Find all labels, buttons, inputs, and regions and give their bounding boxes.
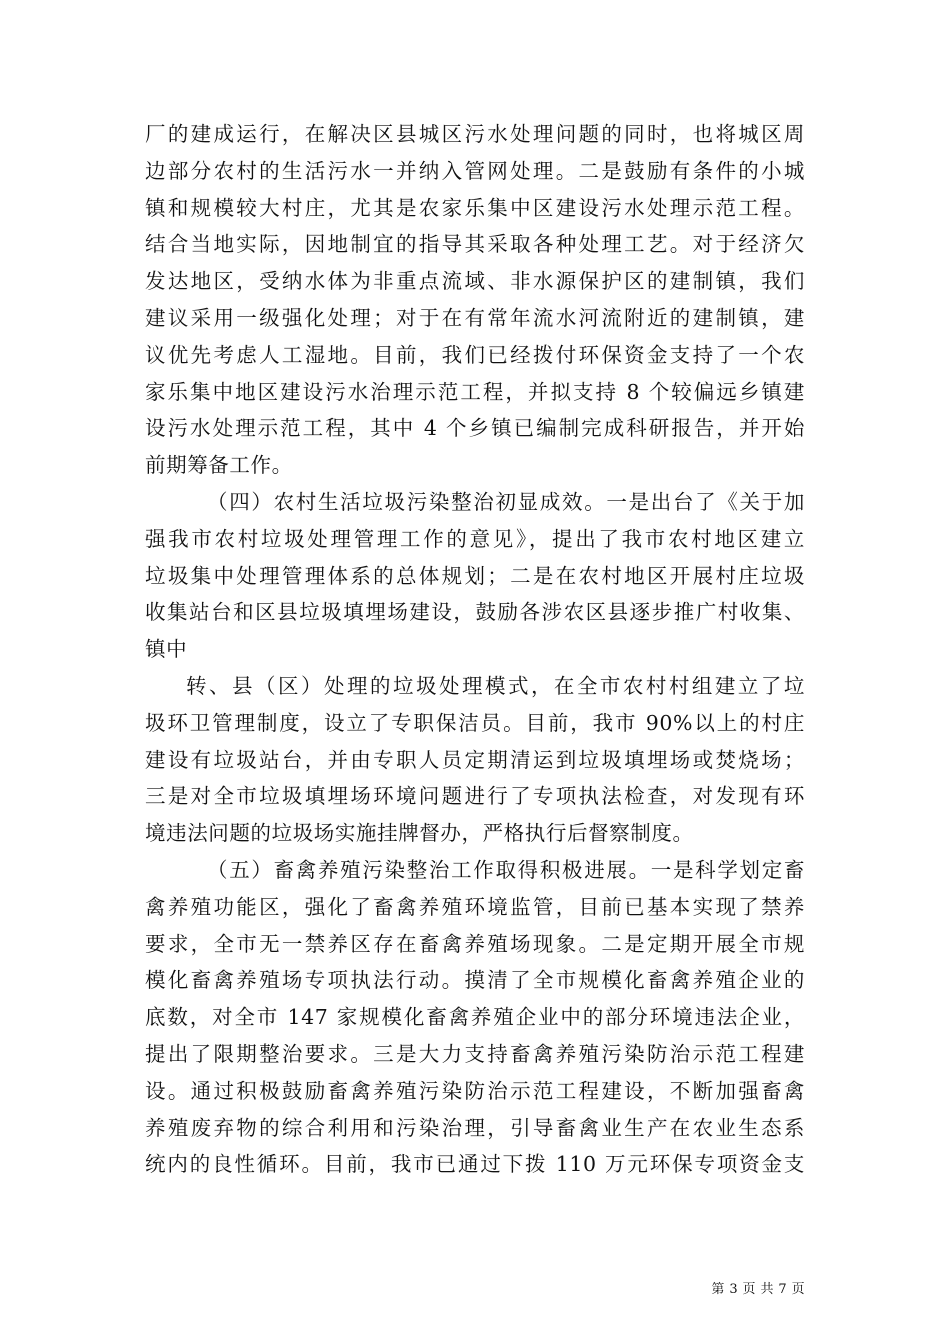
body-line: 建议采用一级强化处理；对于在有常年流水河流附近的建制镇，建 bbox=[145, 305, 805, 330]
body-line: 转、县（区）处理的垃圾处理模式，在全市农村村组建立了垃 bbox=[186, 673, 805, 698]
section-heading-line: （五）畜禽养殖污染整治工作取得积极进展。一是科学划定畜 bbox=[207, 857, 805, 882]
body-line: 镇和规模较大村庄，尤其是农家乐集中区建设污水处理示范工程。 bbox=[145, 195, 805, 220]
body-line: 结合当地实际，因地制宜的指导其采取各种处理工艺。对于经济欠 bbox=[145, 232, 805, 257]
body-line: 禽养殖功能区，强化了畜禽养殖环境监管，目前已基本实现了禁养 bbox=[145, 894, 805, 919]
section-heading-line: （四）农村生活垃圾污染整治初显成效。一是出台了《关于加 bbox=[207, 489, 805, 514]
body-line: 收集站台和区县垃圾填埋场建设，鼓励各涉农区县逐步推广村收集、 bbox=[145, 600, 805, 625]
body-line: 提出了限期整治要求。三是大力支持畜禽养殖污染防治示范工程建 bbox=[145, 1041, 805, 1066]
page-number: 第 3 页 共 7 页 bbox=[711, 1282, 805, 1297]
body-line: 前期筹备工作。 bbox=[145, 453, 293, 478]
body-line: 底数，对全市 147 家规模化畜禽养殖企业中的部分环境违法企业， bbox=[145, 1005, 805, 1030]
body-line: 家乐集中地区建设污水治理示范工程，并拟支持 8 个较偏远乡镇建 bbox=[145, 379, 805, 404]
body-line: 厂的建成运行，在解决区县城区污水处理问题的同时，也将城区周 bbox=[145, 122, 805, 146]
body-line: 边部分农村的生活污水一并纳入管网处理。二是鼓励有条件的小城 bbox=[145, 158, 805, 183]
body-line: 设。通过积极鼓励畜禽养殖污染防治示范工程建设，不断加强畜禽 bbox=[145, 1078, 805, 1103]
body-line: 垃圾集中处理管理体系的总体规划；二是在农村地区开展村庄垃圾 bbox=[145, 563, 805, 588]
body-line: 圾环卫管理制度，设立了专职保洁员。目前，我市 90%以上的村庄 bbox=[145, 710, 805, 735]
document-body bbox=[145, 116, 805, 1183]
body-line: 模化畜禽养殖场专项执法行动。摸清了全市规模化畜禽养殖企业的 bbox=[145, 968, 805, 993]
body-line: 要求，全市无一禁养区存在畜禽养殖场现象。二是定期开展全市规 bbox=[145, 931, 805, 956]
body-line: 统内的良性循环。目前，我市已通过下拨 110 万元环保专项资金支 bbox=[145, 1152, 805, 1177]
body-line: 境违法问题的垃圾场实施挂牌督办，严格执行后督察制度。 bbox=[145, 821, 694, 846]
body-line: 三是对全市垃圾填埋场环境问题进行了专项执法检查，对发现有环 bbox=[145, 784, 805, 809]
body-line: 议优先考虑人工湿地。目前，我们已经拨付环保资金支持了一个农 bbox=[145, 342, 805, 367]
body-line: 发达地区，受纳水体为非重点流域、非水源保护区的建制镇，我们 bbox=[145, 269, 805, 294]
body-line: 强我市农村垃圾处理管理工作的意见》，提出了我市农村地区建立 bbox=[145, 526, 805, 551]
body-line: 设污水处理示范工程，其中 4 个乡镇已编制完成科研报告，并开始 bbox=[145, 416, 805, 441]
body-line: 镇中 bbox=[145, 637, 188, 662]
body-line: 建设有垃圾站台，并由专职人员定期清运到垃圾填埋场或焚烧场； bbox=[145, 747, 805, 772]
body-line: 养殖废弃物的综合利用和污染治理，引导畜禽业生产在农业生态系 bbox=[145, 1115, 805, 1140]
